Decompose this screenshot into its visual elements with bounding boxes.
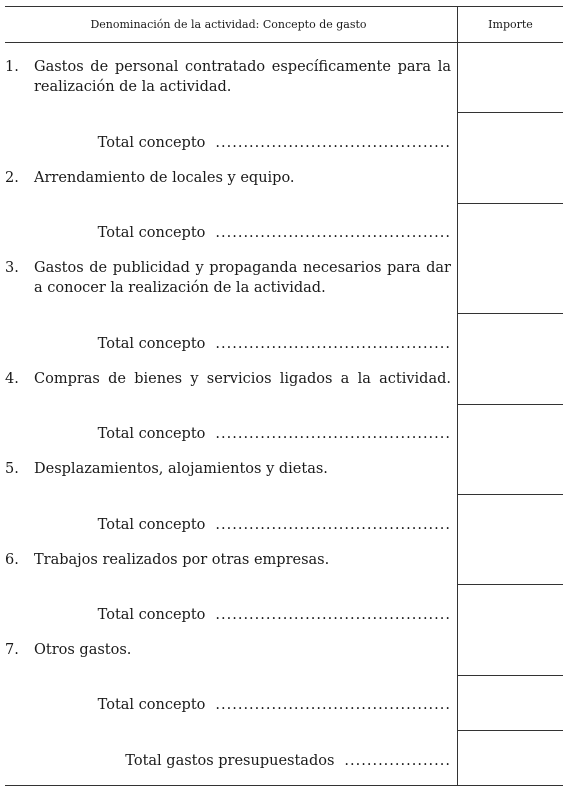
item-description: Otros gastos. bbox=[34, 642, 132, 658]
grand-total-row bbox=[125, 751, 451, 771]
item-number: 7. bbox=[5, 642, 19, 658]
leader-dots: .......................................... bbox=[215, 607, 451, 623]
expense-item-1 bbox=[5, 57, 451, 97]
total-concept-row-6 bbox=[98, 605, 451, 625]
amount-row-rule bbox=[458, 584, 563, 585]
total-concept-label: Total concepto bbox=[97, 426, 206, 442]
total-concept-label: Total concepto bbox=[97, 225, 206, 241]
header-bottom-rule bbox=[5, 42, 563, 43]
leader-dots: .......................................... bbox=[215, 517, 451, 533]
item-number: 4. bbox=[5, 371, 19, 387]
expense-item-7 bbox=[5, 640, 451, 660]
leader-dots: ................... bbox=[344, 753, 451, 769]
item-number: 6. bbox=[5, 552, 19, 568]
table-top-rule bbox=[5, 6, 563, 7]
item-description: Gastos de personal contratado específicamente para la realización de la actividad. bbox=[34, 59, 451, 95]
total-concept-label: Total concepto bbox=[97, 607, 206, 623]
leader-dots: .......................................... bbox=[215, 336, 451, 352]
item-number: 5. bbox=[5, 461, 19, 477]
item-description: Compras de bienes y servicios ligados a la actividad. bbox=[34, 371, 451, 387]
item-number: 2. bbox=[5, 170, 19, 186]
expense-item-2 bbox=[5, 168, 451, 188]
total-concept-row-2 bbox=[98, 223, 451, 243]
total-concept-label: Total concepto bbox=[97, 336, 206, 352]
amount-row-rule bbox=[458, 730, 563, 731]
total-concept-row-3 bbox=[98, 334, 451, 354]
total-concept-row-4 bbox=[98, 424, 451, 444]
expense-item-3 bbox=[5, 258, 451, 298]
amount-column-header: Importe bbox=[488, 18, 533, 31]
item-description: Gastos de publicidad y propaganda necesarios para dar a conocer la realización de la actividad. bbox=[34, 260, 451, 296]
grand-total-label: Total gastos presupuestados bbox=[125, 753, 335, 769]
table-bottom-rule bbox=[5, 785, 563, 786]
total-concept-label: Total concepto bbox=[97, 135, 206, 151]
leader-dots: .......................................... bbox=[215, 426, 451, 442]
concept-column-header: Denominación de la actividad: Concepto de gasto bbox=[90, 18, 367, 31]
item-number: 3. bbox=[5, 260, 19, 276]
total-concept-row-7 bbox=[98, 695, 451, 715]
item-description: Desplazamientos, alojamientos y dietas. bbox=[34, 461, 328, 477]
amount-row-rule bbox=[458, 494, 563, 495]
total-concept-row-5 bbox=[98, 515, 451, 535]
expense-item-4 bbox=[5, 369, 451, 389]
leader-dots: .......................................... bbox=[215, 697, 451, 713]
item-description: Trabajos realizados por otras empresas. bbox=[34, 552, 330, 568]
item-number: 1. bbox=[5, 59, 19, 75]
total-concept-label: Total concepto bbox=[97, 517, 206, 533]
leader-dots: .......................................... bbox=[215, 225, 451, 241]
item-description: Arrendamiento de locales y equipo. bbox=[34, 170, 295, 186]
leader-dots: .......................................... bbox=[215, 135, 451, 151]
amount-row-rule bbox=[458, 675, 563, 676]
amount-row-rule bbox=[458, 112, 563, 113]
expense-item-5 bbox=[5, 459, 451, 479]
total-concept-label: Total concepto bbox=[97, 697, 206, 713]
expense-item-6 bbox=[5, 550, 451, 570]
amount-row-rule bbox=[458, 313, 563, 314]
total-concept-row-1 bbox=[98, 133, 451, 153]
amount-row-rule bbox=[458, 203, 563, 204]
amount-row-rule bbox=[458, 404, 563, 405]
column-divider bbox=[457, 6, 458, 785]
